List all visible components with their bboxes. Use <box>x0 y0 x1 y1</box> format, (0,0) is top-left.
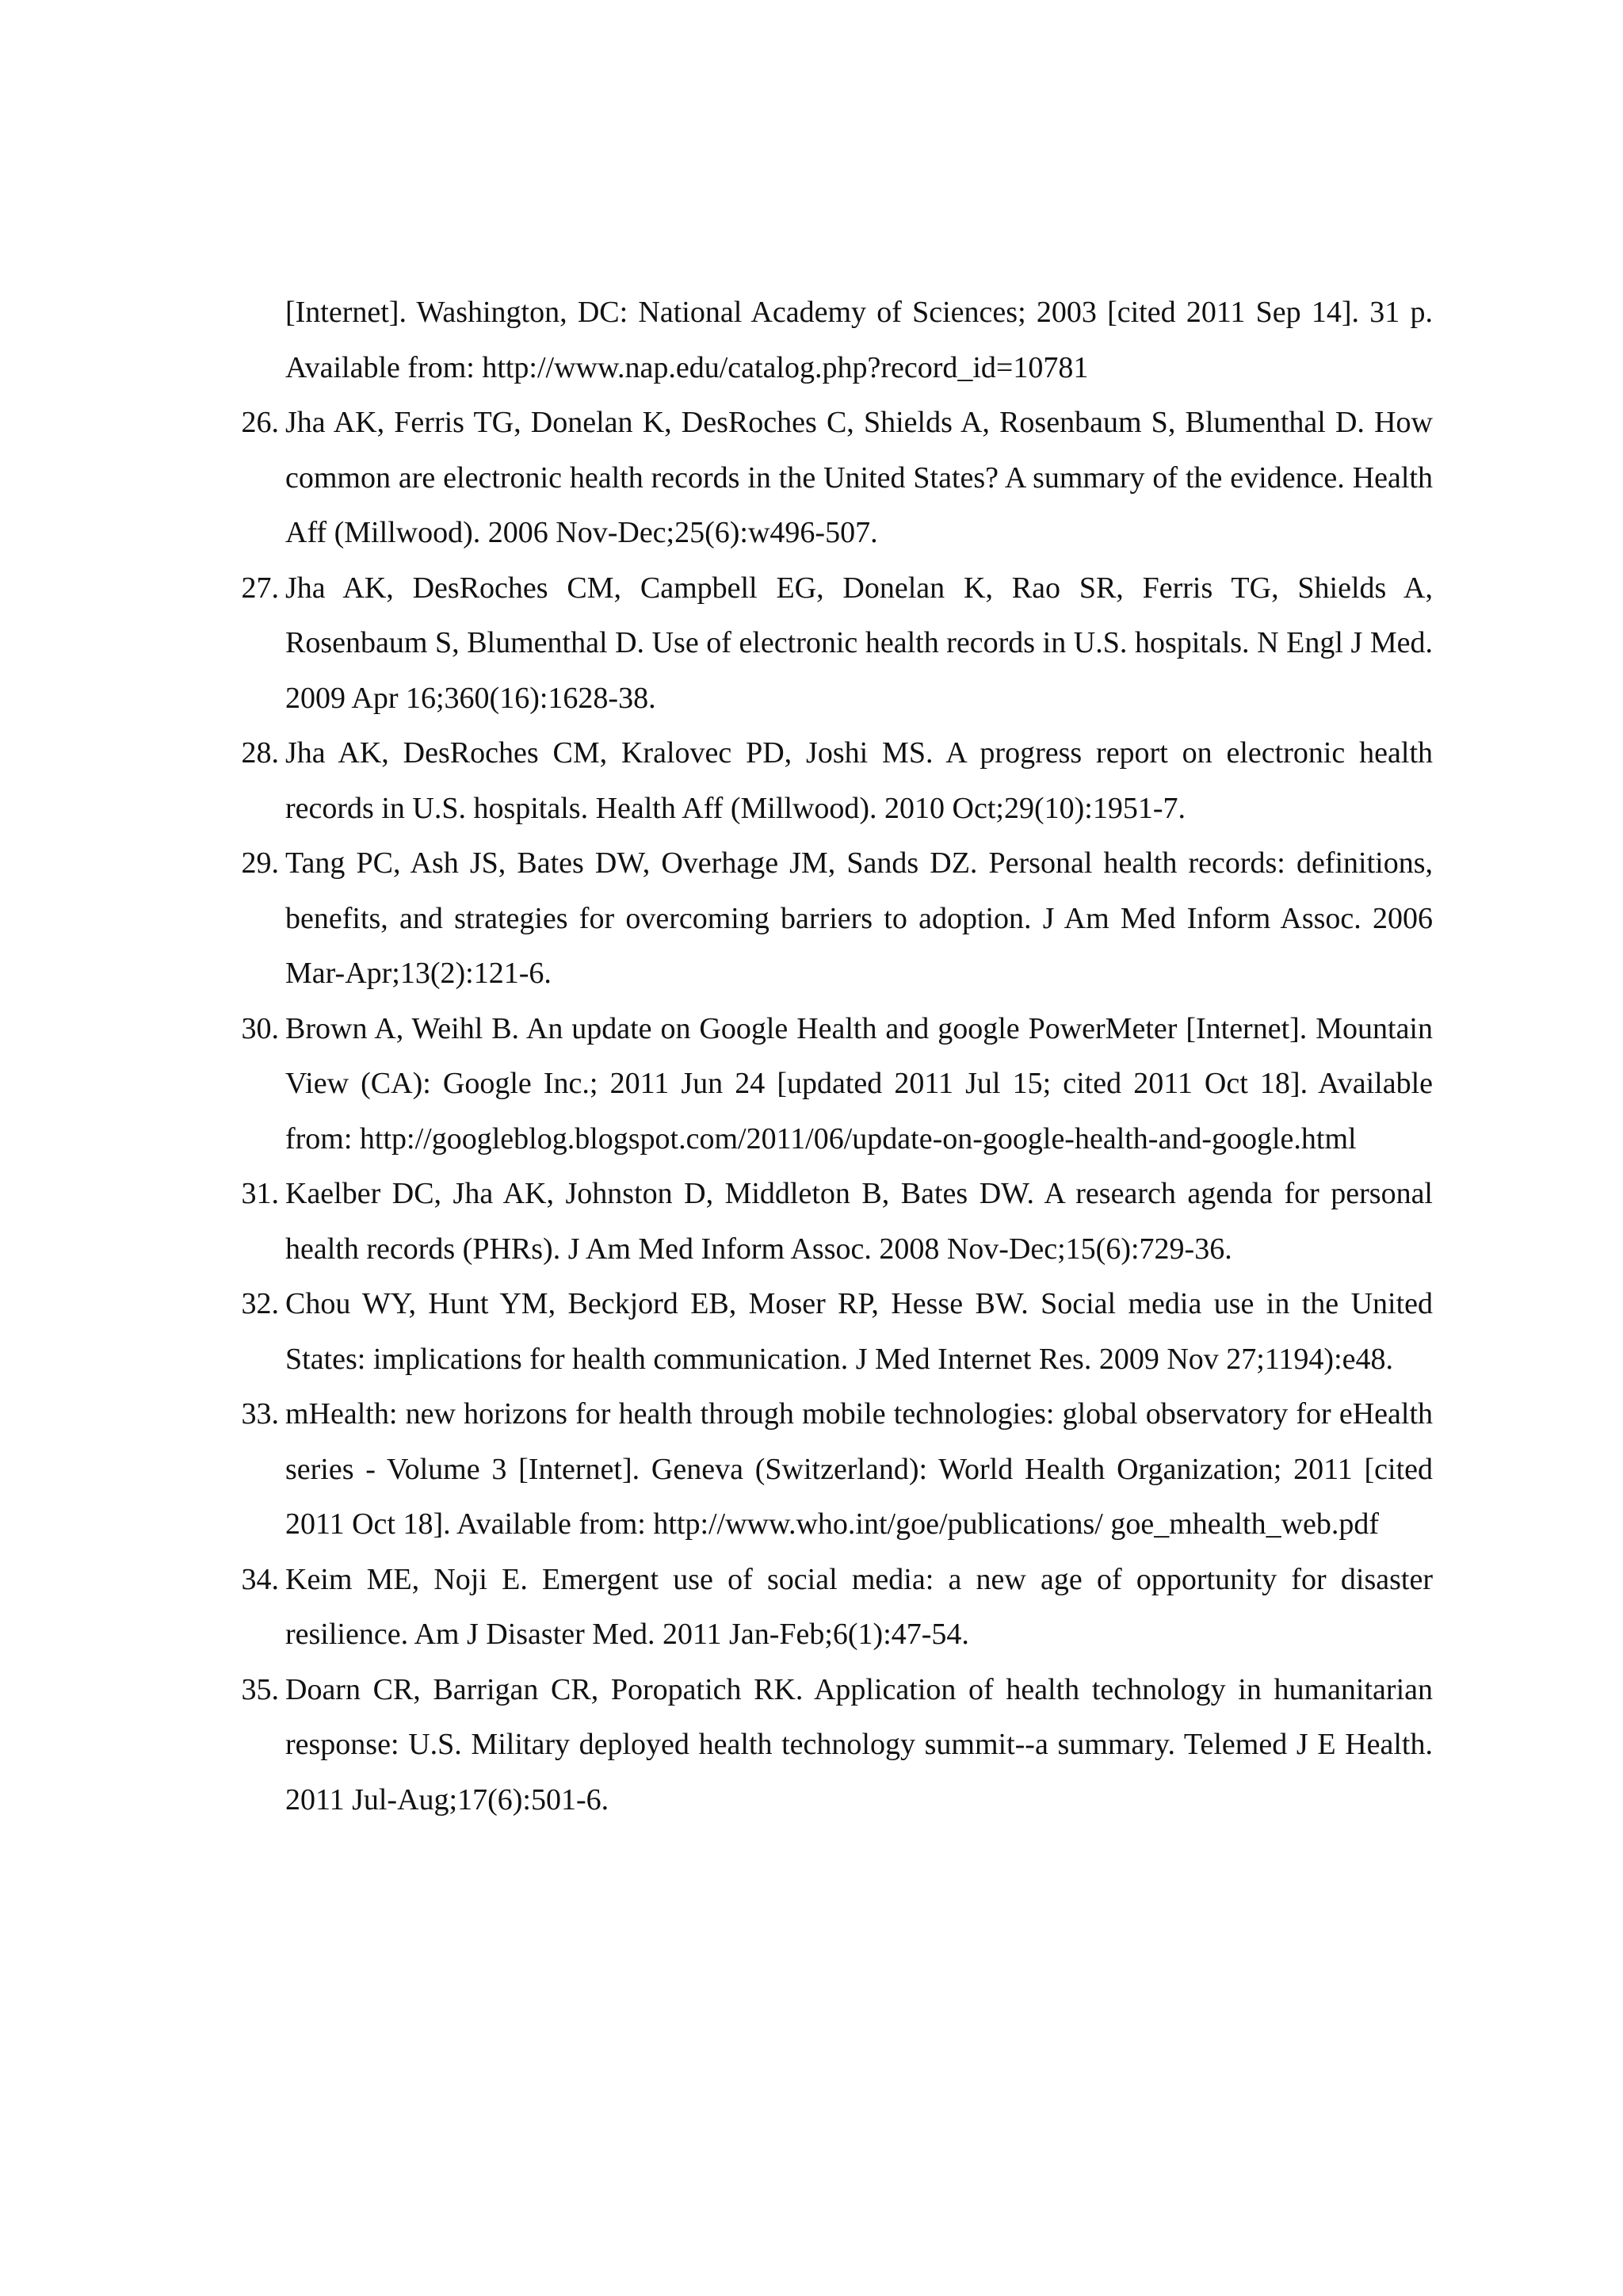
reference-text: Doarn CR, Barrigan CR, Poropatich RK. Application of health technology in humanitarian response: U.S. Military deployed health technology summit--a summary. Telemed J E Health. 2011 Jul-Aug;17(6):501-6. <box>285 1672 1433 1817</box>
reference-text: mHealth: new horizons for health through mobile technologies: global observatory for eHealth series - Volume 3 [Internet]. Geneva (Switzerland): World Health Organization; 2011 [cited 2011 Oct 18]. Available from: http://www.who.int/goe/publications/ goe_mhealth_web.pdf <box>285 1397 1433 1541</box>
reference-number: 27. <box>241 571 279 605</box>
reference-text: Chou WY, Hunt YM, Beckjord EB, Moser RP, Hesse BW. Social media use in the United States: implications for health communication. J Med Internet Res. 2009 Nov 27;1194):e48. <box>285 1287 1433 1376</box>
reference-item-27 <box>235 561 1433 727</box>
reference-item-26 <box>235 395 1433 561</box>
reference-number: 32. <box>241 1287 279 1320</box>
reference-list <box>235 285 1433 1828</box>
reference-number: 34. <box>241 1562 279 1596</box>
reference-item-35 <box>235 1663 1433 1828</box>
reference-item-29 <box>235 836 1433 1002</box>
reference-text: Kaelber DC, Jha AK, Johnston D, Middleton B, Bates DW. A research agenda for personal health records (PHRs). J Am Med Inform Assoc. 2008 Nov-Dec;15(6):729-36. <box>285 1177 1433 1266</box>
reference-item-33 <box>235 1387 1433 1553</box>
reference-item-30 <box>235 1002 1433 1167</box>
reference-text: Keim ME, Noji E. Emergent use of social media: a new age of opportunity for disaster resilience. Am J Disaster Med. 2011 Jan-Feb;6(1):47-54. <box>285 1562 1433 1651</box>
reference-text: Tang PC, Ash JS, Bates DW, Overhage JM, Sands DZ. Personal health records: definitions, benefits, and strategies for overcoming barriers to adoption. J Am Med Inform Assoc. 2006 Mar-Apr;13(2):121-6. <box>285 846 1433 990</box>
reference-item-34 <box>235 1553 1433 1663</box>
reference-number: 28. <box>241 736 279 770</box>
reference-text: Jha AK, DesRoches CM, Kralovec PD, Joshi MS. A progress report on electronic health records in U.S. hospitals. Health Aff (Millwood). 2010 Oct;29(10):1951-7. <box>285 736 1433 825</box>
reference-number: 29. <box>241 846 279 880</box>
reference-text: Brown A, Weihl B. An update on Google Health and google PowerMeter [Internet]. Mountain View (CA): Google Inc.; 2011 Jun 24 [updated 2011 Jul 15; cited 2011 Oct 18]. Available from: http://googleblog.blogspot.com/2011/06/update-on-google-health-and-google.html <box>285 1011 1433 1156</box>
reference-continuation <box>235 285 1433 395</box>
reference-number: 33. <box>241 1397 279 1431</box>
reference-number: 31. <box>241 1177 279 1210</box>
reference-item-32 <box>235 1277 1433 1387</box>
reference-text: Jha AK, Ferris TG, Donelan K, DesRoches C, Shields A, Rosenbaum S, Blumenthal D. How common are electronic health records in the United States? A summary of the evidence. Health Aff (Millwood). 2006 Nov-Dec;25(6):w496-507. <box>285 406 1433 549</box>
reference-number: 30. <box>241 1011 279 1045</box>
reference-item-31 <box>235 1167 1433 1277</box>
reference-text: [Internet]. Washington, DC: National Academy of Sciences; 2003 [cited 2011 Sep 14]. 31 p. Available from: http://www.nap.edu/catalog.php?record_id=10781 <box>285 296 1433 384</box>
reference-number: 26. <box>241 406 279 439</box>
reference-item-28 <box>235 726 1433 836</box>
reference-text: Jha AK, DesRoches CM, Campbell EG, Donelan K, Rao SR, Ferris TG, Shields A, Rosenbaum S, Blumenthal D. Use of electronic health records in U.S. hospitals. N Engl J Med. 2009 Apr 16;360(16):1628-38. <box>285 571 1433 715</box>
reference-number: 35. <box>241 1672 279 1706</box>
